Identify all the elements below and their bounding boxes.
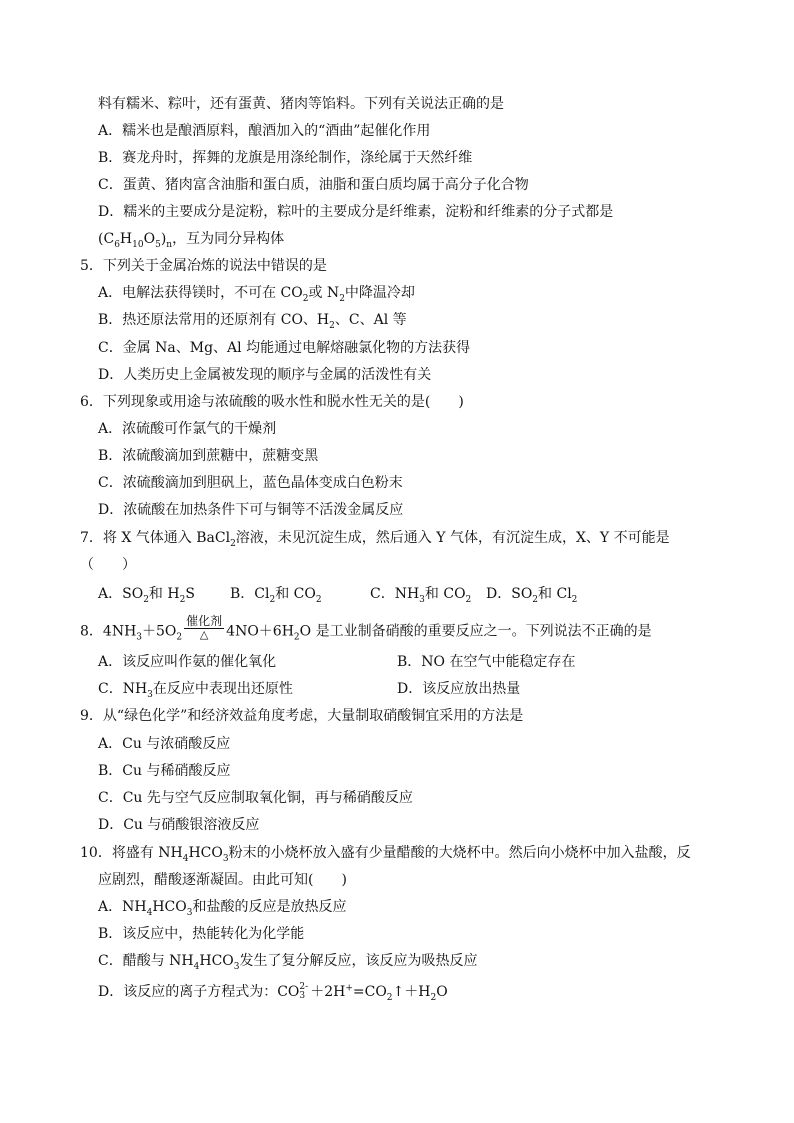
q10-option-d: D．该反应的离子方程式为：CO 2- 3 $+2H^+=CO_2↑+H_2O$ bbox=[98, 982, 448, 1003]
q4-option-d: D．糯米的主要成分是淀粉，粽叶的主要成分是纤维素，淀粉和纤维素的分子式都是 bbox=[98, 204, 614, 220]
q9-option-a: A．Cu 与浓硝酸反应 bbox=[98, 736, 231, 752]
q8-option-b: B．NO 在空气中能稳定存在 bbox=[397, 654, 576, 670]
q9-option-c: C．Cu 先与空气反应制取氧化铜，再与稀硝酸反应 bbox=[98, 790, 413, 806]
q9-stem: 9．从“绿色化学”和经济效益角度考虑，大量制取硝酸铜宜采用的方法是 bbox=[80, 708, 524, 724]
q5-option-a: A．电解法获得镁时，不可在 $CO_2$或 $N_2$中降温冷却 bbox=[98, 285, 415, 304]
q7-stem: 7．将 X 气体通入 BaCl$_2$溶液，未见沉淀生成，然后通入 Y 气体，有沉淀生成，X、Y 不可能是 bbox=[80, 530, 670, 549]
q10-option-b: B．该反应中，热能转化为化学能 bbox=[98, 926, 305, 942]
q6-option-b: B．浓硫酸滴加到蔗糖中，蔗糖变黑 bbox=[98, 448, 319, 464]
q9-option-d: D．Cu 与硝酸银溶液反应 bbox=[98, 817, 260, 833]
q7-option-d: D．$SO_2$和 $Cl_2$ bbox=[486, 586, 578, 605]
q4-option-b: B．赛龙舟时，挥舞的龙旗是用涤纶制作，涤纶属于天然纤维 bbox=[98, 150, 473, 166]
q8-option-c: C．$NH_3$在反应中表现出还原性 bbox=[98, 681, 293, 700]
q6-option-a: A．浓硫酸可作氯气的干燥剂 bbox=[98, 421, 277, 437]
q5-stem: 5．下列关于金属冶炼的说法中错误的是 bbox=[80, 258, 327, 274]
q7-option-b: B．$Cl_2$和 $CO_2$ bbox=[230, 586, 322, 605]
reaction-condition-arrow: $\frac{\text{催化剂}}{\triangle}$ bbox=[186, 614, 223, 641]
q4-stem-continuation: 料有糯米、粽叶，还有蛋黄、猪肉等馅料。下列有关说法正确的是 bbox=[98, 96, 504, 112]
q7-option-a: A．$SO_2$和 $H_2S$ bbox=[98, 586, 195, 605]
q10-stem-continuation: 应剧烈，醋酸逐渐凝固。由此可知( ) bbox=[98, 872, 347, 888]
q5-option-d: D．人类历史上金属被发现的顺序与金属的活泼性有关 bbox=[98, 367, 432, 383]
q8-option-a: A．该反应叫作氨的催化氧化 bbox=[98, 654, 277, 670]
q4-option-c: C．蛋黄、猪肉富含油脂和蛋白质，油脂和蛋白质均属于高分子化合物 bbox=[98, 177, 529, 193]
q6-option-d: D．浓硫酸在加热条件下可与铜等不活泼金属反应 bbox=[98, 502, 404, 518]
q4-option-d-continuation: $(C_6H_{10}O_5)_n$，互为同分异构体 bbox=[98, 231, 285, 250]
q7-options-row bbox=[98, 584, 577, 604]
q6-stem: 6．下列现象或用途与浓硫酸的吸水性和脱水性无关的是( ) bbox=[80, 394, 464, 410]
q8-option-d: D．该反应放出热量 bbox=[397, 681, 521, 697]
q7-answer-paren: （ ） bbox=[80, 557, 136, 573]
q4-option-a: A．糯米也是酿酒原料，酿酒加入的“酒曲”起催化作用 bbox=[98, 123, 431, 139]
q9-option-b: B．Cu 与稀硝酸反应 bbox=[98, 763, 231, 779]
q5-option-c: C．金属 Na、Mg、Al 均能通过电解熔融氯化物的方法获得 bbox=[98, 340, 471, 356]
q8-stem: 8．$4NH_3+5O_2$ $\frac{\text{催化剂}}{\triangle}$ $4NO+6H_2O$ 是工业制备硝酸的重要反应之一。下列说法不正确的是 bbox=[80, 614, 652, 643]
q6-option-c: C．浓硫酸滴加到胆矾上，蓝色晶体变成白色粉末 bbox=[98, 475, 403, 491]
q10-option-c: C．醋酸与 $NH_4HCO_3$发生了复分解反应，该反应为吸热反应 bbox=[98, 953, 478, 972]
q10-stem: 10．将盛有 $NH_4HCO_3$粉末的小烧杯放入盛有少量醋酸的大烧杯中。然后向小烧杯中加入盐酸，反 bbox=[80, 845, 691, 864]
q5-option-b: B．热还原法常用的还原剂有 CO、$H_2$、C、Al 等 bbox=[98, 312, 407, 331]
q10-option-a: A．$NH_4HCO_3$和盐酸的反应是放热反应 bbox=[98, 899, 347, 918]
q7-option-c: C．$NH_3$和 $CO_2$ bbox=[370, 586, 472, 605]
